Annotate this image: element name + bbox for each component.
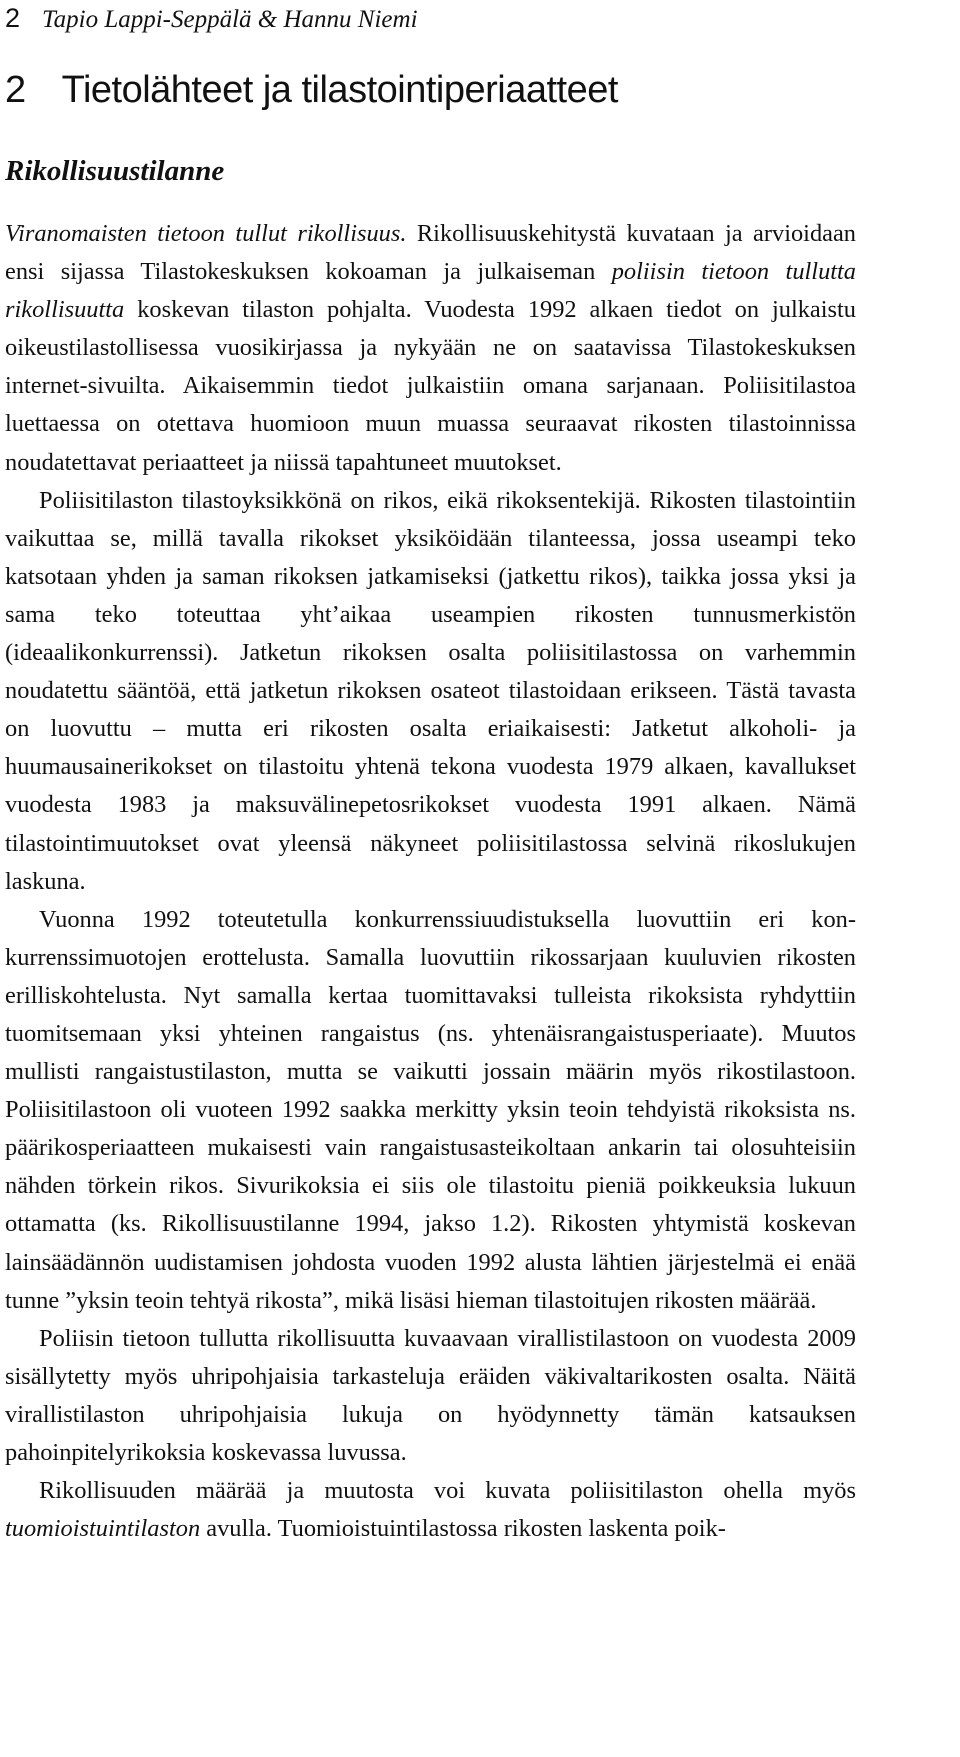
page-number: 2 xyxy=(5,3,21,33)
paragraph-5-text-a: Rikollisuuden määrää ja muutosta voi kuvata poliisitilaston ohella myös xyxy=(39,1477,856,1505)
paragraph-2: Poliisitilaston tilastoyksikkönä on rikos, eikä rikoksentekijä. Rikosten tilastointiin vaikuttaa se, millä tavalla rikokset yksiköidään tilanteessa, jossa useampi teko katsotaan yhden ja saman rikoksen jatkamiseksi (jatkettu rikos), taikka jossa yksi ja sama teko toteuttaa yht’aikaa useampien rikosten tunnusmerkistön (ideaalikonkurrenssi). Jatketun rikoksen osalta poliisitilastossa on varhemmin noudatettu sääntöä, että jatketun rikoksen osateot tilastoidaan erikseen. Tästä tavasta on luovuttu – mutta eri rikosten osalta eriaikaisesti: Jatketut alkoholi- ja huumausainerikokset on tilastoitu yhtenä tekona vuodesta 1979 alkaen, kavallukset vuodesta 1983 ja maksuvälinepetosrikokset vuodesta 1991 alkaen. Nämä tilastointimuutokset ovat yleensä näkyneet poliisitilastossa selvinä rikoslukujen laskuna. xyxy=(5,486,856,895)
chapter-heading xyxy=(5,66,618,114)
chapter-number: 2 xyxy=(5,69,26,111)
paragraph-5-text-b: avulla. Tuomioistuintilastossa rikosten laskenta poik- xyxy=(200,1515,726,1543)
running-header-authors: Tapio Lappi-Seppälä & Hannu Niemi xyxy=(42,6,418,33)
paragraph-1-text-b: koskevan tilaston pohjalta. Vuodesta 1992 alkaen tiedot on julkaistu oikeustilastollisessa vuosikirjassa ja nykyään ne on saatavissa Tilastokeskuksen internet-sivuilta. Aikaisemmin tiedot julkaistiin omana sarjanaan. Poliisitilastoa luettaessa on otettava huomioon muun muassa seuraavat rikosten tilastoinnissa noudatettavat periaatteet ja niissä tapahtuneet muutokset. xyxy=(5,296,856,476)
section-heading: Rikollisuustilanne xyxy=(5,155,225,187)
paragraph-1-lead-italic: Viranomaisten tietoon tullut rikollisuus. xyxy=(5,220,407,247)
paragraph-1-text-a: Rikollisuuskehitystä kuvataan ja arvioidaan ensi sijassa Tilastokeskuksen kokoaman ja julkaiseman xyxy=(5,220,856,286)
paragraph-1-italic-term: poliisin tietoon tullutta rikollisuutta xyxy=(5,258,857,324)
body-text xyxy=(5,215,856,1548)
chapter-title: Tietolähteet ja tilastointiperiaatteet xyxy=(61,69,618,111)
paragraph-4: Poliisin tietoon tullutta rikollisuutta kuvaavaan virallistilastoon on vuodesta 2009 sisällytetty myös uhripohjaisia tarkasteluja eräiden väkivaltarikosten osalta. Näitä virallistilaston uhripohjaisia lukuja on hyödynnetty tämän katsauksen pahoinpitelyrikoksia koskevassa luvussa. xyxy=(5,1324,856,1466)
paragraph-5-italic-term: tuomioistuintilaston xyxy=(5,1515,201,1543)
paragraph-5 xyxy=(5,1472,856,1548)
running-header xyxy=(5,2,418,36)
paragraph-1 xyxy=(5,215,856,482)
paragraph-3: Vuonna 1992 toteutetulla konkurrenssiuudistuksella luovuttiin eri konkurrenssimuotojen erottelusta. Samalla luovuttiin rikossarjaan kuuluvien rikosten erilliskohtelusta. Nyt samalla kertaa tuomittavaksi tulleista rikoksista ryhdyttiin tuomitsemaan yksi yhteinen rangaistus (ns. yhtenäisrangaistusperiaate). Muutos mullisti rangaistustilaston, mutta se vaikutti jossain määrin myös rikostilastoon. Poliisitilastoon oli vuoteen 1992 saakka merkitty yksin teoin tehdyistä rikoksista ns. päärikosperiaatteen mukaisesti vain rangaistusasteikoltaan ankarin tai olosuhteisiin nähden törkein rikos. Sivurikoksia ei siis ole tilastoitu pieniä poikkeuksia lukuun ottamatta (ks. Rikollisuustilanne 1994, jakso 1.2). Rikosten yhtymistä koskevan lainsäädännön uudistamisen johdosta vuoden 1992 alusta lähtien järjestelmä ei enää tunne ”yksin teoin tehtyä rikosta”, mikä lisäsi hieman tilastoitujen rikosten määrää. xyxy=(5,905,856,1314)
